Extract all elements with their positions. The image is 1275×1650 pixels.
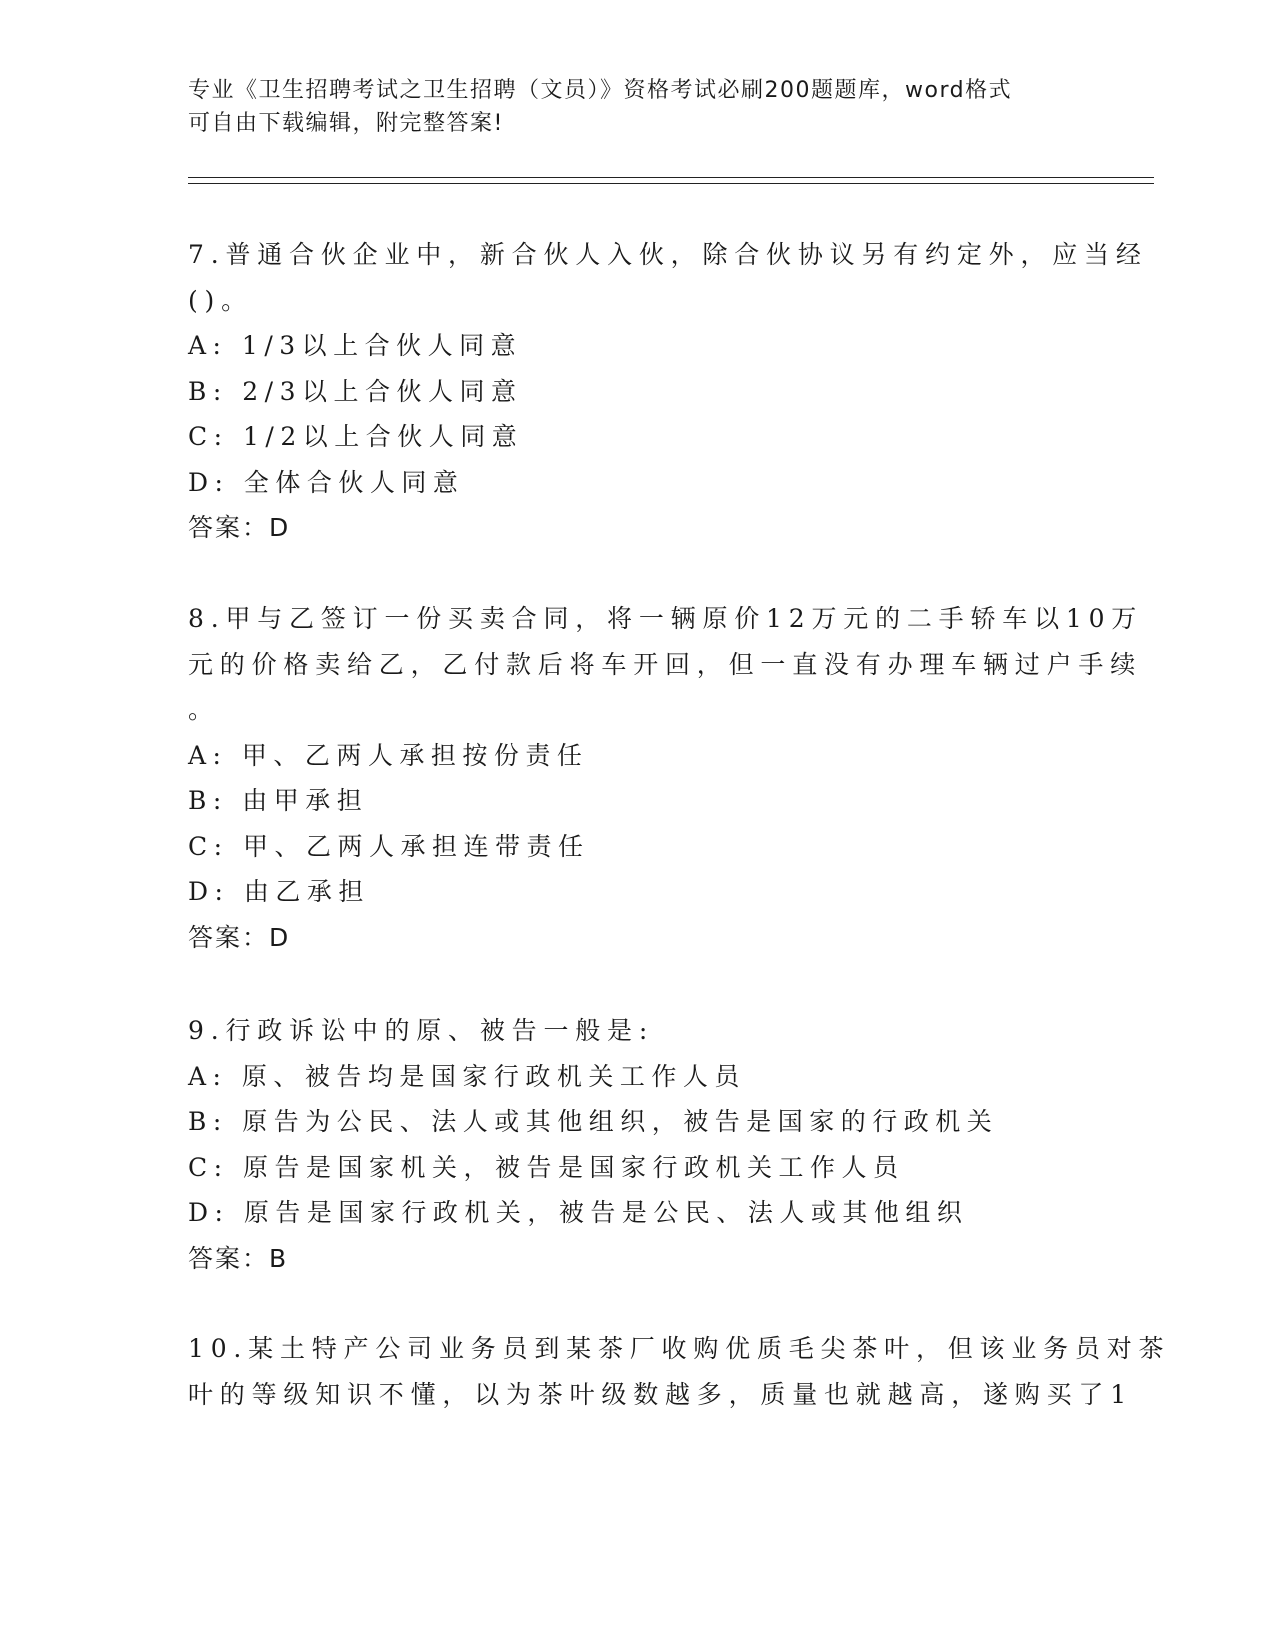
option-b: B: 由甲承担 — [188, 786, 369, 815]
header-divider-bottom — [188, 183, 1154, 184]
option-a: A: 原、被告均是国家行政机关工作人员 — [188, 1061, 746, 1091]
option-b: B: 原告为公民、法人或其他组织，被告是国家的行政机关 — [188, 1107, 999, 1136]
question-10 — [188, 1326, 1171, 1417]
option-a: A: 1/3以上合伙人同意 — [188, 331, 523, 360]
header-divider-top — [188, 177, 1154, 178]
question-stem-line: 8.甲与乙签订一份买卖合同，将一辆原价12万元的二手轿车以10万 — [188, 604, 1144, 633]
option-d: D: 由乙承担 — [188, 877, 370, 906]
option-c: C: 1/2以上合伙人同意 — [188, 422, 524, 451]
document-header — [188, 74, 1088, 140]
option-c: C: 甲、乙两人承担连带责任 — [188, 831, 590, 861]
question-stem-line: 元的价格卖给乙，乙付款后将车开回，但一直没有办理车辆过户手续 — [188, 649, 1143, 679]
option-d: D: 原告是国家行政机关，被告是公民、法人或其他组织 — [188, 1198, 969, 1227]
question-8 — [188, 596, 1144, 960]
question-stem-line: 10.某土特产公司业务员到某茶厂收购优质毛尖茶叶，但该业务员对茶 — [188, 1334, 1171, 1363]
option-b: B: 2/3以上合伙人同意 — [188, 376, 523, 406]
question-stem-line: 9.行政诉讼中的原、被告一般是: — [188, 1016, 655, 1045]
question-stem-line: 7.普通合伙企业中，新合伙人入伙，除合伙协议另有约定外，应当经 — [188, 240, 1148, 269]
question-stem-line: 叶的等级知识不懂，以为茶叶级数越多，质量也就越高，遂购买了1 — [188, 1379, 1133, 1409]
header-line-2: 可自由下载编辑，附完整答案! — [188, 111, 504, 136]
option-a: A: 甲、乙两人承担按份责任 — [188, 740, 589, 770]
answer-line: 答案：D — [188, 513, 291, 542]
answer-line: 答案：B — [188, 1243, 289, 1273]
question-9 — [188, 1008, 1088, 1281]
question-stem-line: ()。 — [188, 285, 253, 315]
option-d: D: 全体合伙人同意 — [188, 467, 465, 497]
option-c: C: 原告是国家机关，被告是国家行政机关工作人员 — [188, 1152, 905, 1182]
question-stem-line: 。 — [188, 695, 220, 724]
header-line-1: 专业《卫生招聘考试之卫生招聘（文员）》资格考试必刷200题题库，word格式 — [188, 78, 1013, 103]
answer-line: 答案：D — [188, 922, 291, 952]
question-7 — [188, 232, 1148, 551]
